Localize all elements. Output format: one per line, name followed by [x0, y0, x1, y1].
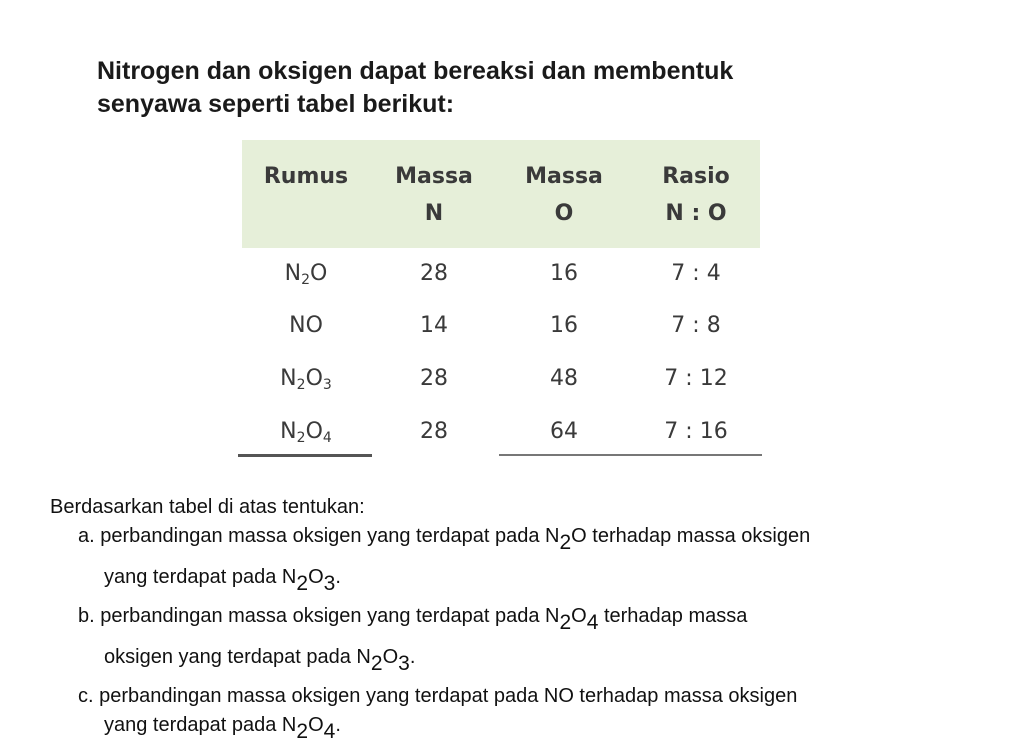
header-rasio-line2: N : O [665, 201, 727, 226]
title-line-2: senyawa seperti tabel berikut: [97, 90, 455, 118]
table-row-2-mass-o: 16 [550, 313, 578, 338]
question-b-line-2: oksigen yang terdapat pada N2O3. [104, 646, 416, 675]
header-massa-o [514, 158, 614, 232]
table-row-2-formula: NO [289, 313, 323, 338]
table-row-3-ratio: 7 : 12 [664, 366, 728, 391]
header-rasio-line1: Rasio [662, 164, 730, 189]
table-row-1-mass-o: 16 [550, 261, 578, 286]
table-row-4-formula: N2O4 [280, 419, 332, 446]
question-a-line-1: a. perbandingan massa oksigen yang terdapat pada N2O terhadap massa oksigen [78, 525, 811, 554]
compound-table [234, 134, 769, 474]
table-row-3-mass-n: 28 [420, 366, 448, 391]
header-massa-n-line2: N [424, 201, 444, 226]
table-row-1-formula: N2O [284, 261, 328, 288]
table-row-2-mass-n: 14 [420, 313, 448, 338]
table-row-4-ratio: 7 : 16 [664, 419, 728, 444]
table-row-3-mass-o: 48 [550, 366, 578, 391]
header-rumus-label: Rumus [263, 164, 349, 189]
header-rumus [256, 158, 356, 195]
title-line-1: Nitrogen dan oksigen dapat bereaksi dan membentuk [97, 57, 734, 85]
table-row-2-ratio: 7 : 8 [671, 313, 721, 338]
question-b-line-1: b. perbandingan massa oksigen yang terdapat pada N2O4 terhadap massa [78, 605, 748, 634]
header-massa-n [384, 158, 484, 232]
question-c-line-1: c. perbandingan massa oksigen yang terdapat pada NO terhadap massa oksigen [78, 685, 798, 707]
table-bottom-rule-right [499, 454, 762, 456]
header-rasio [646, 158, 746, 232]
table-row-3-formula: N2O3 [280, 366, 332, 393]
header-massa-n-line1: Massa [395, 164, 473, 189]
table-bottom-rule-left [238, 454, 372, 457]
page-title [97, 55, 957, 121]
question-c-line-2: yang terdapat pada N2O4. [104, 714, 341, 743]
table-row-4-mass-n: 28 [420, 419, 448, 444]
header-massa-o-line2: O [554, 201, 574, 226]
table-row-4-mass-o: 64 [550, 419, 578, 444]
header-massa-o-line1: Massa [525, 164, 603, 189]
question-a-line-2: yang terdapat pada N2O3. [104, 566, 341, 595]
table-row-1-ratio: 7 : 4 [671, 261, 721, 286]
instructions-intro: Berdasarkan tabel di atas tentukan: [50, 496, 365, 518]
table-row-1-mass-n: 28 [420, 261, 448, 286]
